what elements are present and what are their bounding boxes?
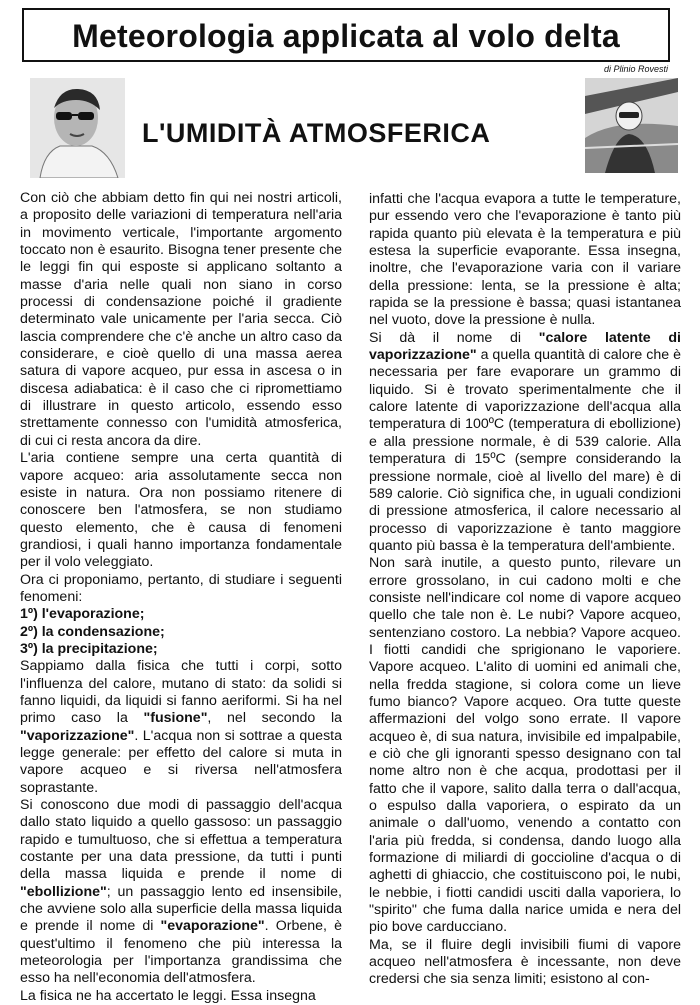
pilot-in-cockpit-photo — [585, 78, 678, 173]
paragraph: infatti che l'acqua evapora a tutte le temperature, pur essendo vero che l'evaporazione è tanto più rapida quanto più elevata è la temperatura e più estesa la superficie evaporante. Essa insegna, inoltre, che l'evaporazione varia con il variare della pressione: lenta, se la pressione è alta; rapida se la pressione è bassa; quasi istantanea nel vuoto, dove la pressione è nulla. — [369, 191, 681, 329]
list-item: 3º) la precipitazione; — [20, 640, 158, 657]
cockpit-illustration — [585, 78, 678, 173]
portrait-illustration — [30, 78, 125, 178]
term-ebollizione: "ebollizione" — [20, 883, 107, 900]
text-run: Sappiamo dalla fisica che tutti i corpi, sotto l'influenza del calore, mutano di stato: da solidi si fanno liquidi, da liquidi si fanno aeriformi. Si ha nel primo caso la — [20, 658, 342, 727]
right-column — [369, 191, 681, 989]
text-run: Si conoscono due modi di passaggio dell'acqua dallo stato liquido a quello gassoso: un passaggio rapido e tumultuoso, che si effettua a temperatura costante per una data pressione, da tutti i punti della massa liquida e prende il nome di — [20, 797, 342, 883]
text-run: ; un passaggio lento ed insensibile, che avviene solo alla superficie della massa liquida e prende il nome di — [20, 883, 342, 935]
paragraph — [20, 797, 342, 988]
article-title: L'UMIDITÀ ATMOSFERICA — [142, 118, 491, 148]
left-column — [20, 190, 342, 1005]
term-calore-latente: "calore latente di vaporizzazione" — [369, 329, 681, 364]
list-item: 1º) l'evaporazione; — [20, 606, 145, 623]
paragraph: La fisica ne ha accertato le leggi. Essa insegna — [20, 987, 316, 1004]
paragraph: Ma, se il fluire degli invisibili fiumi di vapore acqueo nell'atmosfera è incessante, non deve credersi che sia senza limiti; esistono al con- — [369, 936, 681, 988]
text-run: , nel secondo la — [207, 710, 342, 727]
paragraph: Con ciò che abbiam detto fin qui nei nostri articoli, a proposito delle variazioni di temperatura nell'aria in movimento verticale, l'importante argomento toccato non è esaurito. Bisogna tener presente che le leggi fin qui esposte si applicano soltanto a masse d'aria nelle quali non siano in corso processi di condensazione poiché il gradiente determinato vale unicamente per l'aria secca. Ciò lascia comprendere che c'è anche un altro caso da considerare, e cioè quello di una massa aerea satura di vapore acqueo, pur essa in ascesa o in discesa adiabatica: è il caso che ci ripromettiamo di illustrare in questo articolo, essendo esso strettamente connesso con l'umidità atmosferica, di cui ci resta ancora da dire. — [20, 190, 342, 449]
paragraph: Ora ci proponiamo, pertanto, di studiare i seguenti fenomeni: — [20, 571, 342, 605]
paragraph: L'aria contiene sempre una certa quantità di vapore acqueo: aria assolutamente secca non esiste in natura. Ora non possiamo ritenere di conoscere ben l'atmosfera, se non studiamo questo elemento, che è causa di fenomeni grandiosi, i quali hanno importanza fondamentale per il volo veleggiato. — [20, 450, 342, 571]
author-portrait-photo — [30, 78, 125, 178]
term-vaporizzazione: "vaporizzazione" — [20, 727, 135, 744]
series-title: Meteorologia applicata al volo delta — [72, 18, 620, 54]
author-byline: di Plinio Rovesti — [603, 64, 668, 74]
term-fusione: "fusione" — [143, 710, 208, 727]
list-item: 2º) la condensazione; — [20, 623, 165, 640]
text-run: . L'acqua non si sottrae a questa legge generale: per effetto del calore si muta in vapore acqueo e si riversa nell'atmosfera soprastante. — [20, 727, 342, 796]
paragraph — [20, 658, 342, 797]
text-run: Si dà il nome di — [369, 329, 539, 346]
paragraph — [369, 330, 681, 555]
text-run: . Orbene, è quest'ultimo il fenomeno che più interessa la meteorologia per l'importanza grandissima che esso ha nell'economia dell'atmosfera. — [20, 918, 342, 987]
paragraph: Non sarà inutile, a questo punto, rilevare un errore grossolano, in cui cadono molti e che consiste nell'indicare col nome di vapore acqueo quello che tale non è. Le nubi? Vapore acqueo, sentenziano costoro. La nebbia? Vapore acqueo. I fiotti candidi che sprigionano le vaporiere. Vapore acqueo. L'alito di uomini ed animali che, nella fredda stagione, si colora come un lieve fumo bianco? Vapore acqueo. Ora tutte queste affermazioni del volgo sono errate. Il vapore acqueo è, di sua natura, invisibile ed impalpabile, e ciò che gli ignoranti spesso designano con tal nome altro non è che acqua, prodottasi per il fatto che il vapore, salito dalla terra o dall'acqua, o espulso dalla vaporiera, o espirato da un animale o dall'uomo, venendo a contatto con l'aria più fredda, si condensa, dando luogo alla formazione di miliardi di goccioline d'acqua o di aghetti di ghiaccio, che costituiscono poi, le nubi, le nebbie, i fiotti candidi usciti dalla vaporiera, lo "spirito" che fuma dalla narice umida e nera del pio bove carducciano. — [369, 555, 681, 936]
term-evaporazione: "evaporazione" — [160, 918, 265, 935]
text-run: a quella quantità di calore che è necessaria per fare evaporare un grammo di liquido. Si è trovato sperimentalmente che il calore latente di vaporizzazione dell'acqua alla temperatura di 100ºC (temperatura di ebollizione) e alla pressione normale, è di 539 calorie. Alla temperatura di 15ºC (sempre considerando la pressione normale, cioè al livello del mare) è di 589 calorie. Ciò significa che, in uguali condizioni di pressione atmosferica, il calore necessario al processo di vaporizzazione è tanto maggiore quanto più bassa è la temperatura dell'ambiente. — [369, 347, 681, 554]
